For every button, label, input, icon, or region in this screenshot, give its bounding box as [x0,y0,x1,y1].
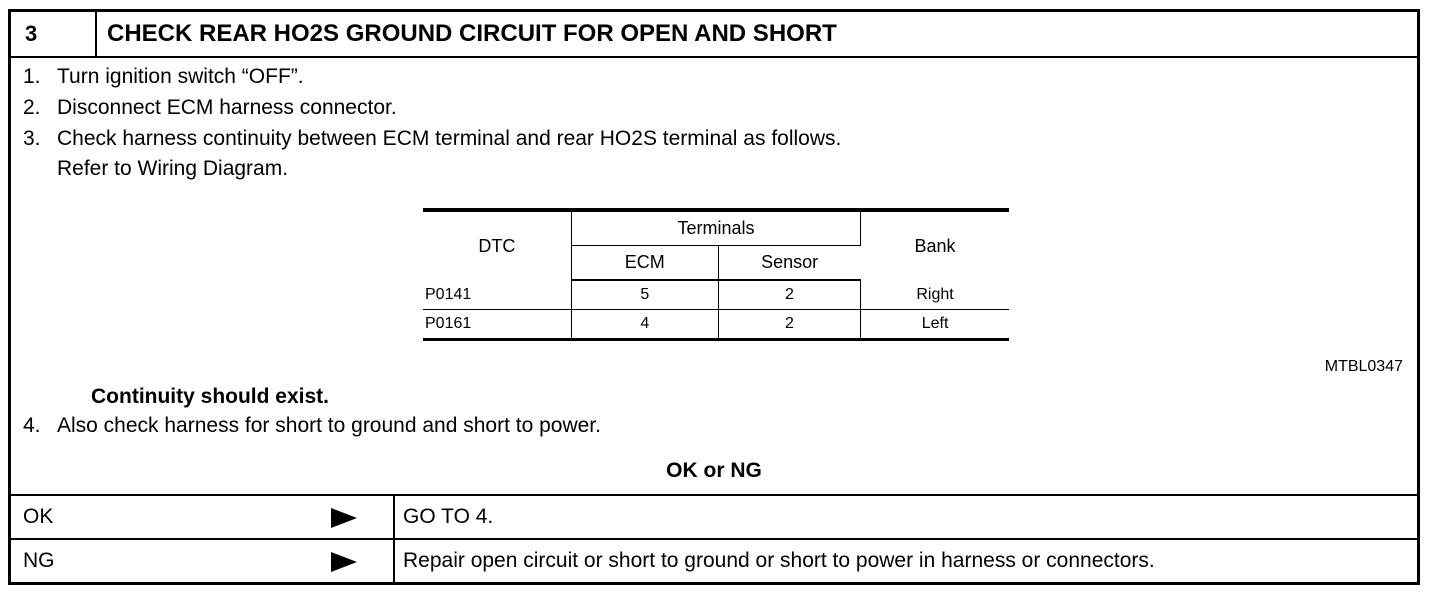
header-sensor: Sensor [718,246,860,281]
divider [393,496,395,538]
instruction-number: 2. [23,96,41,119]
header-bank: Bank [861,210,1009,280]
instruction-number: 1. [23,65,41,88]
figure-id: MTBL0347 [1324,358,1403,375]
table-row [423,310,1009,340]
table-row [423,280,1009,310]
terminal-table [423,208,1009,341]
instruction-3 [23,127,841,151]
continuity-note: Continuity should exist. [91,385,330,408]
instruction-text: Also check harness for short to ground and short to power. [57,414,601,437]
step-header [11,12,1417,58]
header-ecm: ECM [571,246,718,281]
result-row-ng [11,538,1417,582]
procedure-box [8,9,1420,585]
cell-dtc: P0161 [423,310,571,340]
instruction-text: Turn ignition switch “OFF”. [57,65,304,88]
step-title: CHECK REAR HO2S GROUND CIRCUIT FOR OPEN AND SHORT [107,20,837,47]
result-action: GO TO 4. [403,505,494,528]
step-number: 3 [11,12,97,56]
header-terminals: Terminals [571,210,860,246]
instruction-number: 3. [23,127,41,150]
instruction-text: Refer to Wiring Diagram. [57,157,289,180]
cell-ecm: 5 [571,280,718,310]
cell-dtc: P0141 [423,280,571,310]
instruction-number: 4. [23,414,41,437]
instruction-3-continued [23,157,288,181]
instruction-text: Disconnect ECM harness connector. [57,96,397,119]
cell-bank: Right [861,280,1009,310]
instruction-1 [23,65,304,89]
cell-bank: Left [861,310,1009,340]
header-dtc: DTC [423,210,571,280]
arrow-right-icon [331,508,357,528]
ok-or-ng-heading: OK or NG [666,459,762,482]
instruction-2 [23,96,397,120]
cell-ecm: 4 [571,310,718,340]
cell-sensor: 2 [718,280,860,310]
divider [393,540,395,582]
instruction-text: Check harness continuity between ECM terminal and rear HO2S terminal as follows. [57,127,842,150]
arrow-right-icon [331,552,357,572]
result-action: Repair open circuit or short to ground or short to power in harness or connectors. [403,549,1155,572]
instruction-4 [23,414,601,438]
result-row-ok [11,494,1417,538]
result-label: OK [23,505,54,528]
cell-sensor: 2 [718,310,860,340]
result-label: NG [23,549,55,572]
